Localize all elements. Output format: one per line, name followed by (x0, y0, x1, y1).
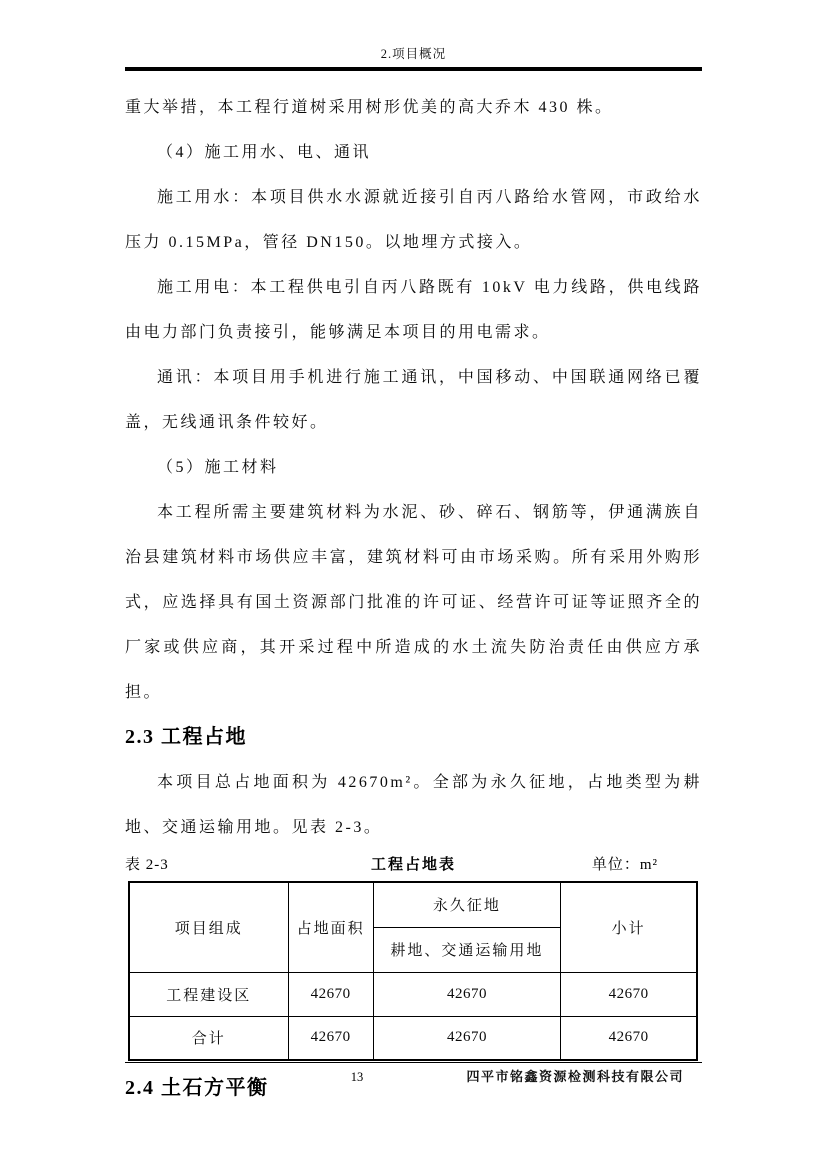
land-occupation-table (128, 881, 698, 1061)
col-header-permanent: 永久征地 (373, 882, 560, 927)
paragraph-item5-title: （5）施工材料 (157, 459, 279, 476)
section-heading-2-3: 2.3 工程占地 (125, 726, 247, 748)
cell-subtotal: 42670 (561, 972, 697, 1016)
footer-rule (125, 1062, 702, 1063)
cell-row-name: 工程建设区 (129, 972, 288, 1016)
col-header-area: 占地面积 (288, 882, 373, 972)
table-header-row-1 (129, 882, 697, 927)
cell-subtotal: 42670 (561, 1016, 697, 1060)
cell-row-name: 合计 (129, 1016, 288, 1060)
cell-permanent: 42670 (373, 1016, 560, 1060)
table-caption-unit: 单位：m² (591, 857, 658, 873)
section-heading-2-4: 2.4 土石方平衡 (125, 1077, 269, 1099)
footer-company-name: 四平市铭鑫资源检测科技有限公司 (466, 1069, 684, 1084)
paragraph-land-occupation: 本项目总占地面积为 42670m²。全部为永久征地，占地类型为耕地、交通运输用地。见表 2-3。 (125, 774, 702, 836)
cell-area: 42670 (288, 1016, 373, 1060)
table-row-total (129, 1016, 697, 1060)
page-number: 13 (350, 1070, 364, 1084)
page-footer (125, 1066, 702, 1088)
paragraph-materials: 本工程所需主要建筑材料为水泥、砂、碎石、钢筋等，伊通满族自治县建筑材料市场供应丰富，建筑材料可由市场采购。所有采用外购形式，应选择具有国土资源部门批准的许可证、经营许可证等证照齐全的厂家或供应商，其开采过程中所造成的水土流失防治责任由供应方承担。 (125, 504, 702, 701)
table-row-construction-zone (129, 972, 697, 1016)
header-double-rule (125, 67, 702, 71)
cell-area: 42670 (288, 972, 373, 1016)
cell-permanent: 42670 (373, 972, 560, 1016)
paragraph-construction-water: 施工用水：本项目供水水源就近接引自丙八路给水管网，市政给水压力 0.15MPa，管径 DN150。以地埋方式接入。 (125, 189, 702, 251)
col-header-composition: 项目组成 (129, 882, 288, 972)
paragraph-communications: 通讯：本项目用手机进行施工通讯，中国移动、中国联通网络已覆盖，无线通讯条件较好。 (125, 369, 702, 431)
page-header-title: 2.项目概况 (380, 47, 447, 61)
paragraph-item4-title: （4）施工用水、电、通讯 (157, 144, 372, 161)
col-header-subtotal: 小计 (561, 882, 697, 972)
paragraph-construction-power: 施工用电：本工程供电引自丙八路既有 10kV 电力线路，供电线路由电力部门负责接引，能够满足本项目的用电需求。 (125, 279, 702, 341)
col-header-permanent-sub: 耕地、交通运输用地 (373, 927, 560, 972)
table-caption (125, 845, 702, 885)
table-caption-title: 工程占地表 (370, 857, 457, 873)
table-caption-label: 表 2-3 (125, 857, 169, 873)
paragraph-continuation: 重大举措，本工程行道树采用树形优美的高大乔木 430 株。 (125, 99, 614, 116)
document-body (125, 85, 702, 1108)
